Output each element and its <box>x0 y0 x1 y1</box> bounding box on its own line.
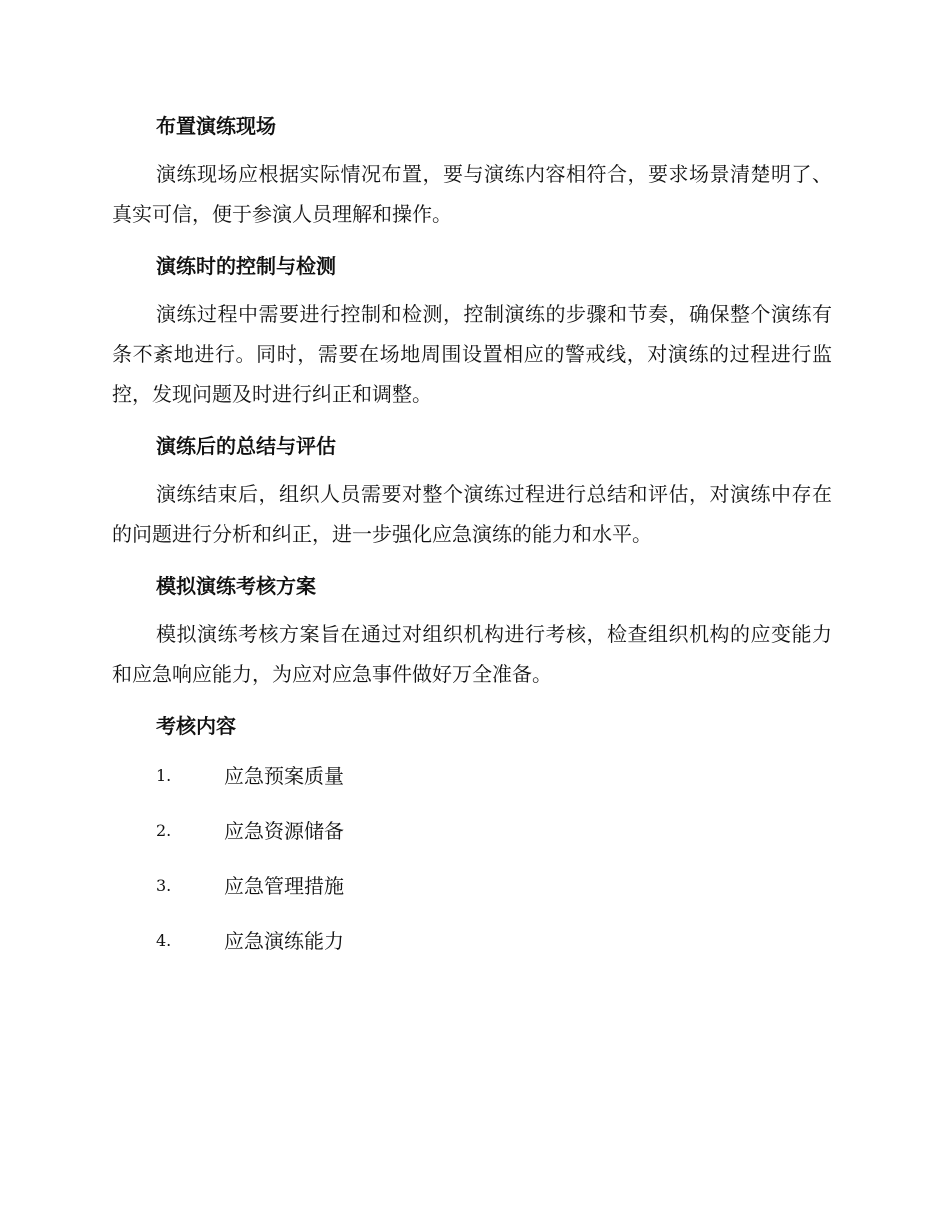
list-item-text: 应急预案质量 <box>224 764 344 788</box>
list-item <box>112 923 832 978</box>
list-item-number: 2. <box>156 821 172 840</box>
section-summary-evaluation <box>112 428 832 554</box>
section-heading: 布置演练现场 <box>156 114 276 138</box>
section-assessment-plan <box>112 568 832 694</box>
section-paragraph: 演练结束后，组织人员需要对整个演练过程进行总结和评估，对演练中存在的问题进行分析和纠正，进一步强化应急演练的能力和水平。 <box>112 482 832 546</box>
list-item <box>112 758 832 813</box>
section-assessment-content <box>112 708 832 978</box>
list-item-number: 1. <box>156 766 172 785</box>
list-item-text: 应急管理措施 <box>224 874 344 898</box>
list-item-text: 应急资源储备 <box>224 819 344 843</box>
section-heading: 演练后的总结与评估 <box>156 434 336 458</box>
section-paragraph: 演练现场应根据实际情况布置，要与演练内容相符合，要求场景清楚明了、真实可信，便于参演人员理解和操作。 <box>112 162 832 226</box>
list-item-number: 3. <box>156 876 172 895</box>
document-content <box>112 108 832 978</box>
list-item <box>112 813 832 868</box>
section-paragraph: 演练过程中需要进行控制和检测，控制演练的步骤和节奏，确保整个演练有条不紊地进行。同时，需要在场地周围设置相应的警戒线，对演练的过程进行监控，发现问题及时进行纠正和调整。 <box>112 302 832 406</box>
list-item <box>112 868 832 923</box>
section-paragraph: 模拟演练考核方案旨在通过对组织机构进行考核，检查组织机构的应变能力和应急响应能力，为应对应急事件做好万全准备。 <box>112 622 832 686</box>
section-heading: 考核内容 <box>156 714 236 738</box>
assessment-list <box>112 758 832 978</box>
section-site-setup <box>112 108 832 234</box>
section-control-detection <box>112 248 832 414</box>
section-heading: 演练时的控制与检测 <box>156 254 336 278</box>
section-heading: 模拟演练考核方案 <box>156 574 316 598</box>
list-item-text: 应急演练能力 <box>224 929 344 953</box>
list-item-number: 4. <box>156 931 172 950</box>
